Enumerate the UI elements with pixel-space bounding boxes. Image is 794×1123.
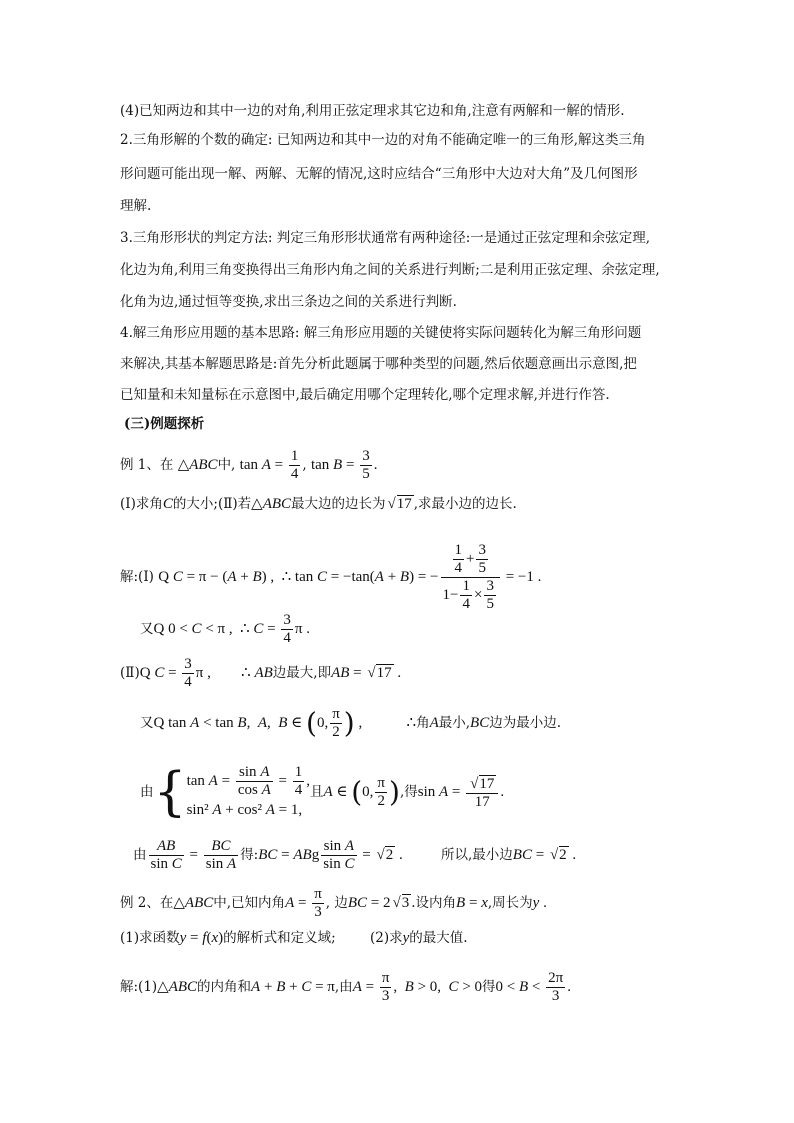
solution-bc: 由 $\frac{AB}{\text{sin C}}$ = $\frac{BC}{\text{sin A}}$ 得:BC = ABg $\frac{\text{sin A}}{\text{sin C}}$ = √ 2 . 所以,最小边BC = √ 2 .	[133, 838, 576, 873]
example-2-solution: 解:(1)△ABC的内角和A + B + C = π,由A = $\frac{\pi}{3}$ , B > 0, C > 0得0 < B < $\frac{2\pi}{3}$ .	[120, 970, 571, 1004]
so-text: 所以,最小边	[441, 847, 513, 863]
question-text: 最大边的边长为	[291, 496, 386, 512]
let-angle-text: .设内角	[411, 895, 457, 911]
triangle-abc: △ABC	[173, 895, 214, 911]
triangle-abc: △ABC	[157, 979, 198, 995]
paragraph-3-line-1: 3.三角形形状的判定方法: 判定三角形形状通常有两种途径:一是通过正弦定理和余弦定理,	[120, 230, 651, 246]
get-text: 得	[482, 979, 496, 995]
edge-min-text: 边为最小边.	[489, 715, 561, 731]
perimeter-text: ,周长为	[487, 895, 533, 911]
example-2-questions: (1)求函数y = f(x)的解析式和定义域; (2)求y的最大值.	[120, 930, 468, 946]
question-2: (2)求	[369, 930, 403, 946]
section-title: (三)例题探析	[124, 416, 205, 432]
example-2-label: 例 2、在	[120, 895, 174, 911]
paragraph-case-4: (4)已知两边和其中一边的对角,利用正弦定理求其它边和角,注意有两解和一解的情形.	[120, 103, 625, 119]
solution-2-label: 解:(1)	[120, 979, 158, 995]
again-text: 又	[140, 715, 154, 731]
and-text: 且	[309, 784, 324, 800]
edge-text: , 边	[325, 895, 348, 911]
again-text: 又	[140, 621, 154, 637]
edge-max-text: 边最大,即	[272, 665, 332, 681]
fraction-1-4: $\frac{1}{4}$	[290, 448, 299, 482]
example-2-statement: 例 2、在△ABC中,已知内角A = $\frac{\pi}{3}$ , 边BC = 2√ 3 .设内角B = x,周长为y .	[120, 886, 547, 921]
triangle-abc: △ABC	[177, 457, 218, 473]
question-1-label: (Ⅰ)求角	[120, 496, 163, 512]
angle-sum-text: 的内角和	[197, 979, 252, 995]
paragraph-4-line-3: 已知量和未知量标在示意图中,最后确定用哪个定理转化,哪个定理求解,并进行作答.	[120, 387, 610, 403]
angle-min-text: 最小,	[438, 715, 471, 731]
get-text: ,得	[399, 784, 418, 800]
example-1-statement: 例 1、在 △ABC中, tan A = $\frac{1}{4}$ , tan B = $\frac{3}{5}$ .	[120, 448, 378, 482]
question-end: ,求最小边的边长.	[413, 496, 517, 512]
tan-sum-fraction: $\frac{1}{4}$ + $\frac{3}{5}$ 1− $\frac{1}{4}$ × $\frac{3}{5}$	[441, 542, 500, 613]
by-text: 由	[140, 784, 154, 800]
solution-min-angle: 又Q tan A < tan B, A, B ∈ (0, $\frac{\pi}{2}$ ) , ∴角A最小,BC边为最小边.	[140, 706, 561, 740]
example-1-label: 例 1、在	[120, 457, 174, 473]
triangle-abc: △ABC	[251, 496, 292, 512]
paragraph-2-line-2: 形问题可能出现一解、两解、无解的情况,这时应结合“三角形中大边对大角”及几何图形	[120, 166, 638, 182]
text-in: 中,	[217, 457, 236, 473]
solution-system: 由{ tan A = $\frac{\text{sin A}}{\text{cos A}}$ = $\frac{1}{4}$ , sin² A + cos² A = 1, 且A ∈ (0, $\frac{\pi}{2}$ ),得sin A = √ $\frac{17}{17}$ .	[140, 764, 504, 821]
solution-part-2: (Ⅱ)Q C = $\frac{3}{4}$ π , ∴ AB边最大,即AB = √ 17 .	[120, 656, 401, 691]
solution-c-range: 又Q 0 < C < π , ∴ C = $\frac{3}{4}$ π .	[140, 612, 310, 646]
question-1: (1)求函数	[120, 930, 180, 946]
fraction-3-5: $\frac{3}{5}$	[362, 448, 370, 482]
example-1-questions: (Ⅰ)求角C的大小;(Ⅱ)若△ABC最大边的边长为√ 17 ,求最小边的边长.	[120, 494, 517, 514]
paragraph-3-line-3: 化角为边,通过恒等变换,求出三条边之间的关系进行判断.	[120, 294, 457, 310]
question-1-text: 的解析式和定义域;	[223, 930, 336, 946]
from-text: ,由	[334, 979, 353, 995]
paragraph-2-line-1: 2.三角形解的个数的确定: 已知两边和其中一边的对角不能确定唯一的三角形,解这类三角	[120, 132, 646, 148]
part-2-label: (Ⅱ)	[120, 665, 140, 681]
solution-part-1: 解:(Ⅰ) Q C = π − (A + B) , ∴ tan C = −tan(A + B) = − $\frac{1}{4}$ + $\frac{3}{5}$ 1− $\frac{1}{4}$ × $\frac{3}{5}$ = −1 .	[120, 542, 542, 612]
given-angle-text: 中,已知内角	[213, 895, 286, 911]
question-2-text: 的最大值.	[409, 930, 468, 946]
angle-text: 角	[416, 715, 430, 731]
paragraph-2-line-3: 理解.	[120, 198, 152, 214]
paragraph-4-line-1: 4.解三角形应用题的基本思路: 解三角形应用题的关键使将实际问题转化为解三角形问题	[120, 325, 642, 341]
by-text: 由	[133, 847, 147, 863]
paragraph-4-line-2: 来解决,其基本解题思路是:首先分析此题属于哪种类型的问题,然后依题意画出示意图,把	[120, 356, 637, 372]
solution-label: 解:(Ⅰ)	[120, 569, 154, 585]
paragraph-3-line-2: 化边为角,利用三角变换得出三角形内角之间的关系进行判断;二是利用正弦定理、余弦定理,	[120, 262, 660, 278]
question-2-label: 的大小;(Ⅱ)若	[172, 496, 252, 512]
from-get-text: 得:	[240, 847, 259, 863]
